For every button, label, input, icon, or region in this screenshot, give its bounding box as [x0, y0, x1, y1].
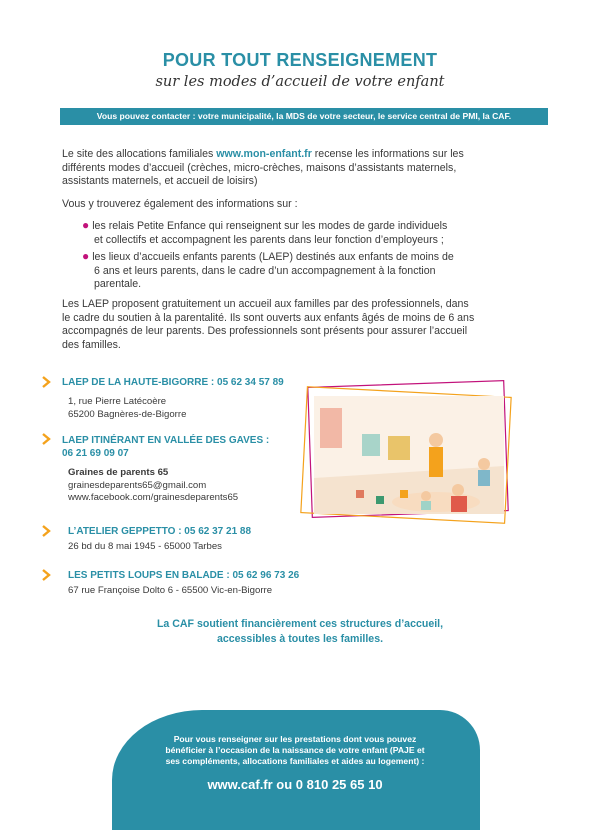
board-shape: [362, 434, 380, 456]
support-text: accessibles à toutes les familles.: [216, 633, 384, 645]
contact-heading-petits-loups: LES PETITS LOUPS EN BALADE : 05 62 96 73 26: [68, 570, 300, 581]
bullet-text: 6 ans et leurs parents, dans le cadre d’un accompagnement à la fonction: [94, 264, 436, 277]
adult-figure: [452, 484, 464, 496]
laep-text: des familles.: [62, 338, 121, 351]
footer-info: [135, 734, 455, 767]
intro-text: recense les informations sur les: [311, 148, 464, 160]
adult-figure: [429, 433, 443, 447]
bullet-dot-icon: ●: [82, 249, 90, 263]
laep-text: le cadre du soutien à la parentalité. Ils sont ouverts aux enfants âgés de moins de 6 ans: [62, 311, 475, 324]
bullet-text: les lieux d’accueils enfants parents (LAEP) destinés aux enfants de moins de: [92, 251, 454, 263]
bullet-text: et collectifs et accompagnent les parents dans leur fonction d’employeurs ;: [94, 233, 444, 246]
adult-figure: [451, 496, 467, 512]
bullet-laep: [82, 250, 532, 292]
board-shape: [388, 436, 410, 460]
toy-block: [376, 496, 384, 504]
mon-enfant-link[interactable]: www.mon-enfant.fr: [216, 148, 312, 160]
contact-address: 67 rue Françoise Dolto 6 - 65500 Vic-en-Bigorre: [68, 585, 273, 596]
laep-text: Les LAEP proposent gratuitement un accueil aux familles par des professionnels, dans: [62, 298, 469, 310]
caf-contact-link[interactable]: www.caf.fr ou 0 810 25 65 10: [207, 777, 383, 792]
contact-banner: Vous pouvez contacter : votre municipalité, la MDS de votre secteur, le service central de PMI, la CAF.: [60, 108, 548, 125]
bullet-text: les relais Petite Enfance qui renseignent sur les modes de garde individuels: [92, 220, 448, 232]
contact-heading-text: LAEP ITINÉRANT EN VALLÉE DES GAVES :: [62, 435, 270, 446]
toy-block: [356, 490, 364, 498]
daycare-illustration: [296, 378, 524, 528]
email-link[interactable]: grainesdeparents65@gmail.com: [68, 479, 207, 491]
organization-name: Graines de parents 65: [68, 467, 169, 478]
intro-text: Le site des allocations familiales: [62, 148, 217, 160]
contact-heading-atelier-geppetto: L’ATELIER GEPPETTO : 05 62 37 21 88: [68, 526, 252, 537]
contact-heading-laep-itinerant: [62, 434, 269, 460]
child-figure: [478, 470, 490, 486]
bullet-text: parentale.: [94, 278, 142, 290]
footer-text: bénéficier à l’occasion de la naissance de votre enfant (PAJE et: [165, 745, 425, 755]
footer-panel: [112, 710, 480, 830]
window-shape: [320, 408, 342, 448]
contact-details: [68, 467, 238, 505]
address-line: 1, rue Pierre Latécoère: [68, 396, 167, 407]
contact-address: [68, 396, 186, 421]
caf-support-note: [100, 617, 500, 647]
baby-figure: [421, 501, 431, 510]
laep-text: accompagnés de leur parents. Des professionnels sont présents pour assurer l’accueil: [62, 325, 468, 337]
contact-address: 26 bd du 8 mai 1945 - 65000 Tarbes: [68, 541, 222, 552]
child-figure: [478, 458, 490, 470]
support-text: La CAF soutient financièrement ces structures d’accueil,: [156, 618, 444, 630]
footer-text: Pour vous renseigner sur les prestations dont vous pouvez: [173, 734, 417, 744]
chevron-right-icon: [40, 376, 52, 388]
adult-figure: [429, 447, 443, 477]
footer-text: ses compléments, allocations familiales et aides au logement) :: [165, 756, 425, 766]
chevron-right-icon: [40, 569, 52, 581]
bullet-dot-icon: ●: [82, 218, 90, 232]
toy-block: [400, 490, 408, 498]
page-subtitle: sur les modes d’accueil de votre enfant: [155, 74, 445, 90]
intro-paragraph-2: Vous y trouverez également des informations sur :: [62, 198, 298, 210]
page-title: POUR TOUT RENSEIGNEMENT: [162, 50, 438, 70]
intro-paragraph-1: [62, 148, 532, 189]
bullet-relais: [82, 219, 532, 247]
baby-figure: [421, 491, 431, 501]
contact-heading-text: 06 21 69 09 07: [62, 448, 129, 459]
intro-text: différents modes d’accueil (crèches, micro-crèches, maisons d’assistants maternels,: [62, 161, 457, 174]
web-link[interactable]: www.facebook.com/grainesdeparents65: [68, 492, 239, 503]
address-line: 65200 Bagnères-de-Bigorre: [68, 408, 187, 420]
chevron-right-icon: [40, 525, 52, 537]
intro-text: assistants maternels, et accueil de loisirs): [62, 175, 258, 187]
contact-heading-laep-haute-bigorre: LAEP DE LA HAUTE-BIGORRE : 05 62 34 57 89: [62, 377, 284, 388]
chevron-right-icon: [40, 433, 52, 445]
laep-paragraph: [62, 298, 532, 352]
